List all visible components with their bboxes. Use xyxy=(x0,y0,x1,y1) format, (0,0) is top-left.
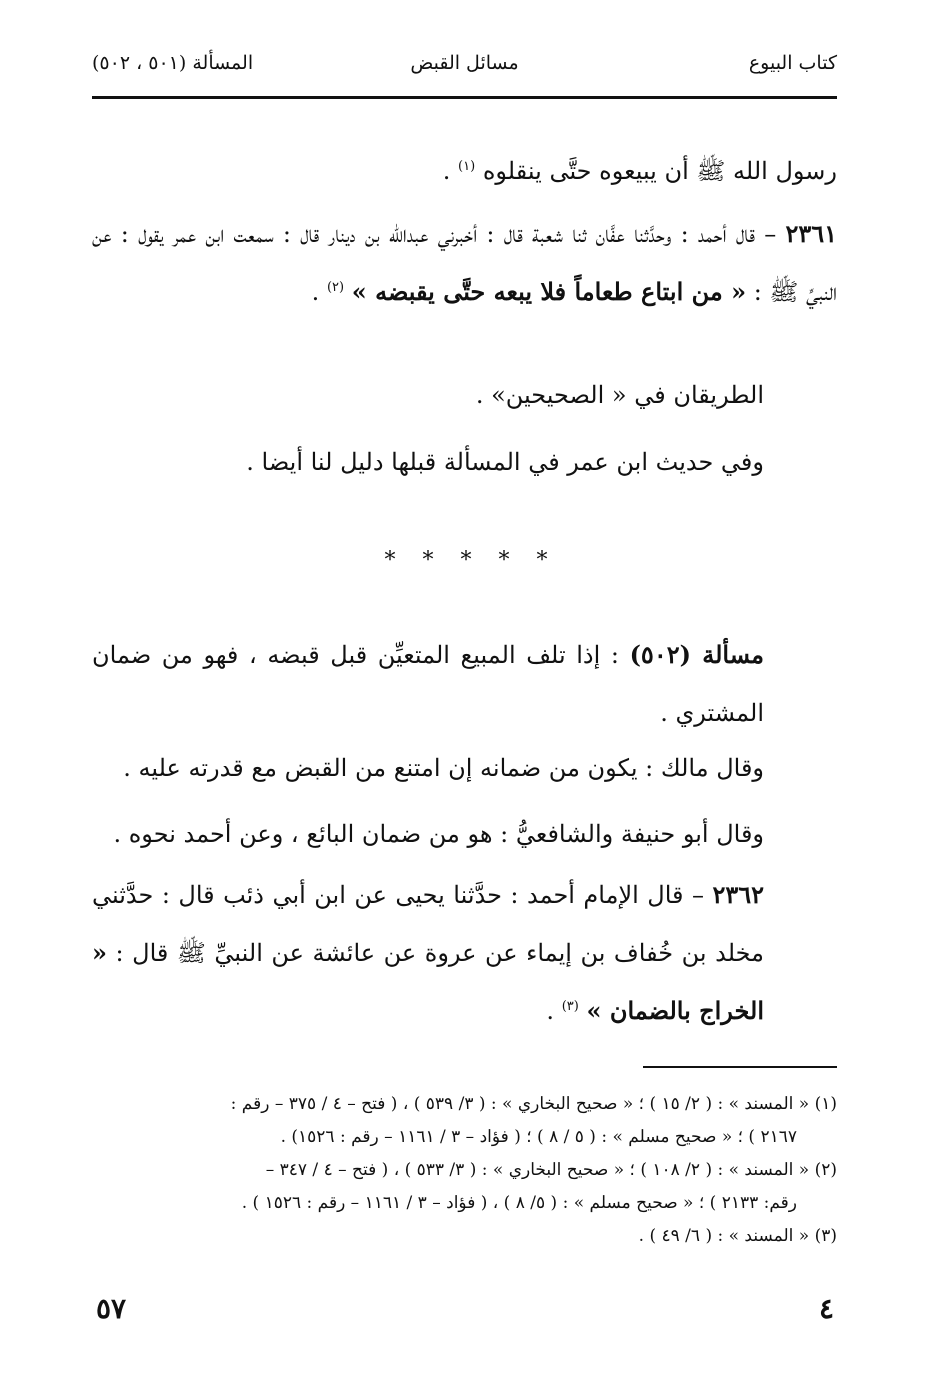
period: . xyxy=(442,157,451,185)
period: . xyxy=(546,997,555,1025)
paragraph-text: رسول الله ﷺ أن يبيعوه حتَّى ينقلوه xyxy=(482,157,837,185)
paragraph-text: وقال أبو حنيفة والشافعيُّ : هو من ضمان البائع ، وعن أحمد نحوه . xyxy=(113,820,764,848)
footnote-1-line-2: ٢١٦٧ ) ؛ « صحيح مسلم » : ( ٥ / ٨ ) ؛ ( فؤاد – ٣ / ١١٦١ – رقم : ١٥٢٦) . xyxy=(280,1127,797,1147)
header-section-title: مسائل القبض xyxy=(410,52,519,74)
issue-label: مسألة (٥٠٢) xyxy=(629,640,765,669)
paragraph-text: الطريقان في « الصحيحين» . xyxy=(475,381,764,409)
paragraph-abu-hanifa xyxy=(92,805,764,863)
hadith-2361 xyxy=(92,205,837,321)
hadith-2362 xyxy=(92,866,764,1040)
footnote-2-line-2: رقم: ٢١٣٣ ) ؛ « صحيح مسلم » : ( ٥/ ٨ ) ، ( فؤاد – ٣ / ١١٦١ – رقم : ١٥٢٦ ) . xyxy=(241,1193,797,1213)
hadith-chain: – قال الإمام أحمد : حدَّثنا يحيى عن ابن أبي ذئب قال : حدَّثني مخلد بن خُفاف بن إيماء عن عروة عن عائشة عن النبيِّ ﷺ قال : xyxy=(92,881,764,967)
paragraph-malik xyxy=(92,739,764,797)
paragraph-two-paths xyxy=(92,366,764,424)
footnotes xyxy=(92,1088,837,1253)
issue-502 xyxy=(92,626,764,742)
hadith-quote: « الخراج بالضمان » xyxy=(92,938,764,1025)
footnote-divider xyxy=(643,1066,837,1068)
footnote-ref: (١) xyxy=(458,159,476,174)
paragraph-text: وقال مالك : يكون من ضمانه إن امتنع من القبض مع قدرته عليه . xyxy=(123,754,764,782)
footnote-ref: (٢) xyxy=(326,280,345,295)
hadith-quote: « من ابتاع طعاماً فلا يبعه حتَّى يقبضه » xyxy=(351,277,747,306)
volume-number: ٤ xyxy=(818,1292,834,1325)
hadith-number: ٢٣٦٢ xyxy=(712,880,764,909)
header-issue-range: المسألة (٥٠١ ، ٥٠٢) xyxy=(92,52,254,74)
footnote-2-line-1: (٢) « المسند » : ( ٢/ ١٠٨ ) ؛ « صحيح البخاري » : ( ٣/ ٥٣٣ ) ، ( فتح – ٤ / ٣٤٧ – xyxy=(265,1160,837,1180)
paragraph-continuation xyxy=(92,142,837,200)
period: . xyxy=(311,278,320,306)
hadith-chain: – قال أحمد : وحدَّثنا عفَّان ثنا شعبة قال : أخبرني عبدالله بن دينار قال : سمعت ابن عمر يقول : عن النبيِّ ﷺ : xyxy=(92,220,837,306)
header-book-title: كتاب البيوع xyxy=(748,52,837,74)
issue-text: : إذا تلف المبيع المتعيِّن قبل قبضه ، فهو من ضمان المشتري . xyxy=(92,641,764,727)
footnote-3: (٣) « المسند » : ( ٦/ ٤٩ ) . xyxy=(638,1226,837,1246)
page-number: ٥٧ xyxy=(96,1292,127,1325)
paragraph-text: وفي حديث ابن عمر في المسألة قبلها دليل لنا أيضا . xyxy=(246,448,764,476)
footnote-1-line-1: (١) « المسند » : ( ٢/ ١٥ ) ؛ « صحيح البخاري » : ( ٣/ ٥٣٩ ) ، ( فتح – ٤ / ٣٧٥ – رقم : xyxy=(230,1094,837,1114)
footnote-ref: (٣) xyxy=(561,999,579,1014)
running-header xyxy=(92,52,837,88)
section-separator: * * * * * xyxy=(384,548,558,573)
header-divider xyxy=(92,96,837,99)
paragraph-evidence xyxy=(92,433,764,491)
hadith-number: ٢٣٦١ xyxy=(785,219,837,248)
